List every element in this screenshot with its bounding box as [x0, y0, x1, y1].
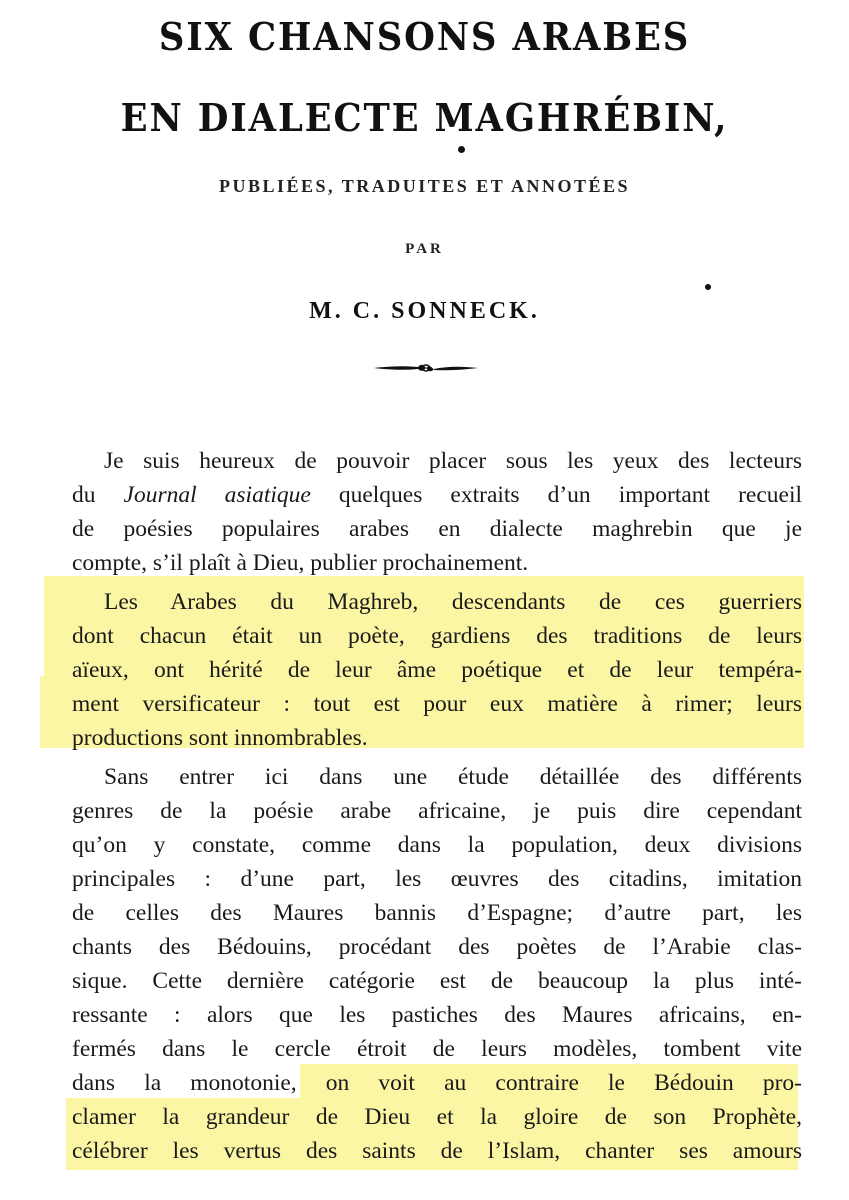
text-line: sique. Cette dernière catégorie est de beaucoup la plus inté- — [72, 968, 802, 994]
journal-title: Journal asiatique — [123, 482, 311, 508]
text-line-journal — [72, 478, 802, 512]
text-line: genres de la poésie arabe africaine, je puis dire cependant — [72, 798, 802, 824]
text-line: fermés dans le cercle étroit de leurs modèles, tombent vite — [72, 1036, 802, 1062]
text-line: principales : d’une part, les œuvres des citadins, imitation — [72, 866, 802, 892]
text-fragment: du — [72, 482, 124, 508]
text-line: de celles des Maures bannis d’Espagne; d’autre part, les — [72, 900, 802, 926]
text-line: Les Arabes du Maghreb, descendants de ces guerriers — [104, 589, 802, 615]
text-line: de poésies populaires arabes en dialecte maghrebin que je — [72, 516, 802, 542]
by-label: PAR — [405, 241, 444, 257]
text-line: ment versificateur : tout est pour eux matière à rimer; leurs — [72, 691, 802, 717]
text-line: clamer la grandeur de Dieu et la gloire de son Prophète, — [72, 1104, 802, 1130]
text-line: compte, s’il plaît à Dieu, publier prochainement. — [72, 550, 529, 576]
printing-speck — [458, 146, 465, 153]
text-line: célébrer les vertus des saints de l’Islam, chanter ses amours — [72, 1138, 802, 1164]
text-line: ressante : alors que les pastiches des Maures africains, en- — [72, 1002, 802, 1028]
printing-speck — [705, 284, 711, 290]
text-line: qu’on y constate, comme dans la population, deux divisions — [72, 832, 802, 858]
text-line: Sans entrer ici dans une étude détaillée des différents — [104, 764, 802, 790]
text-line: productions sont innombrables. — [72, 725, 368, 751]
text-line: dont chacun était un poète, gardiens des traditions de leurs — [72, 623, 802, 649]
title-line-2: EN DIALECTE MAGHRÉBIN, — [120, 95, 729, 140]
text-fragment: quelques extraits d’un important recueil — [310, 482, 803, 508]
text-line: Je suis heureux de pouvoir placer sous les yeux des lecteurs — [104, 448, 802, 474]
text-line: chants des Bédouins, procédant des poètes de l’Arabie clas- — [72, 934, 802, 960]
text-line: dans la monotonie, on voit au contraire le Bédouin pro- — [72, 1070, 802, 1096]
subtitle: PUBLIÉES, TRADUITES ET ANNOTÉES — [219, 176, 630, 196]
text-line: aïeux, ont hérité de leur âme poétique et de leur tempéra- — [72, 657, 802, 683]
title-line-1: SIX CHANSONS ARABES — [158, 14, 691, 59]
author-name: M. C. SONNECK. — [309, 298, 540, 324]
ornament-divider-icon — [374, 360, 478, 376]
